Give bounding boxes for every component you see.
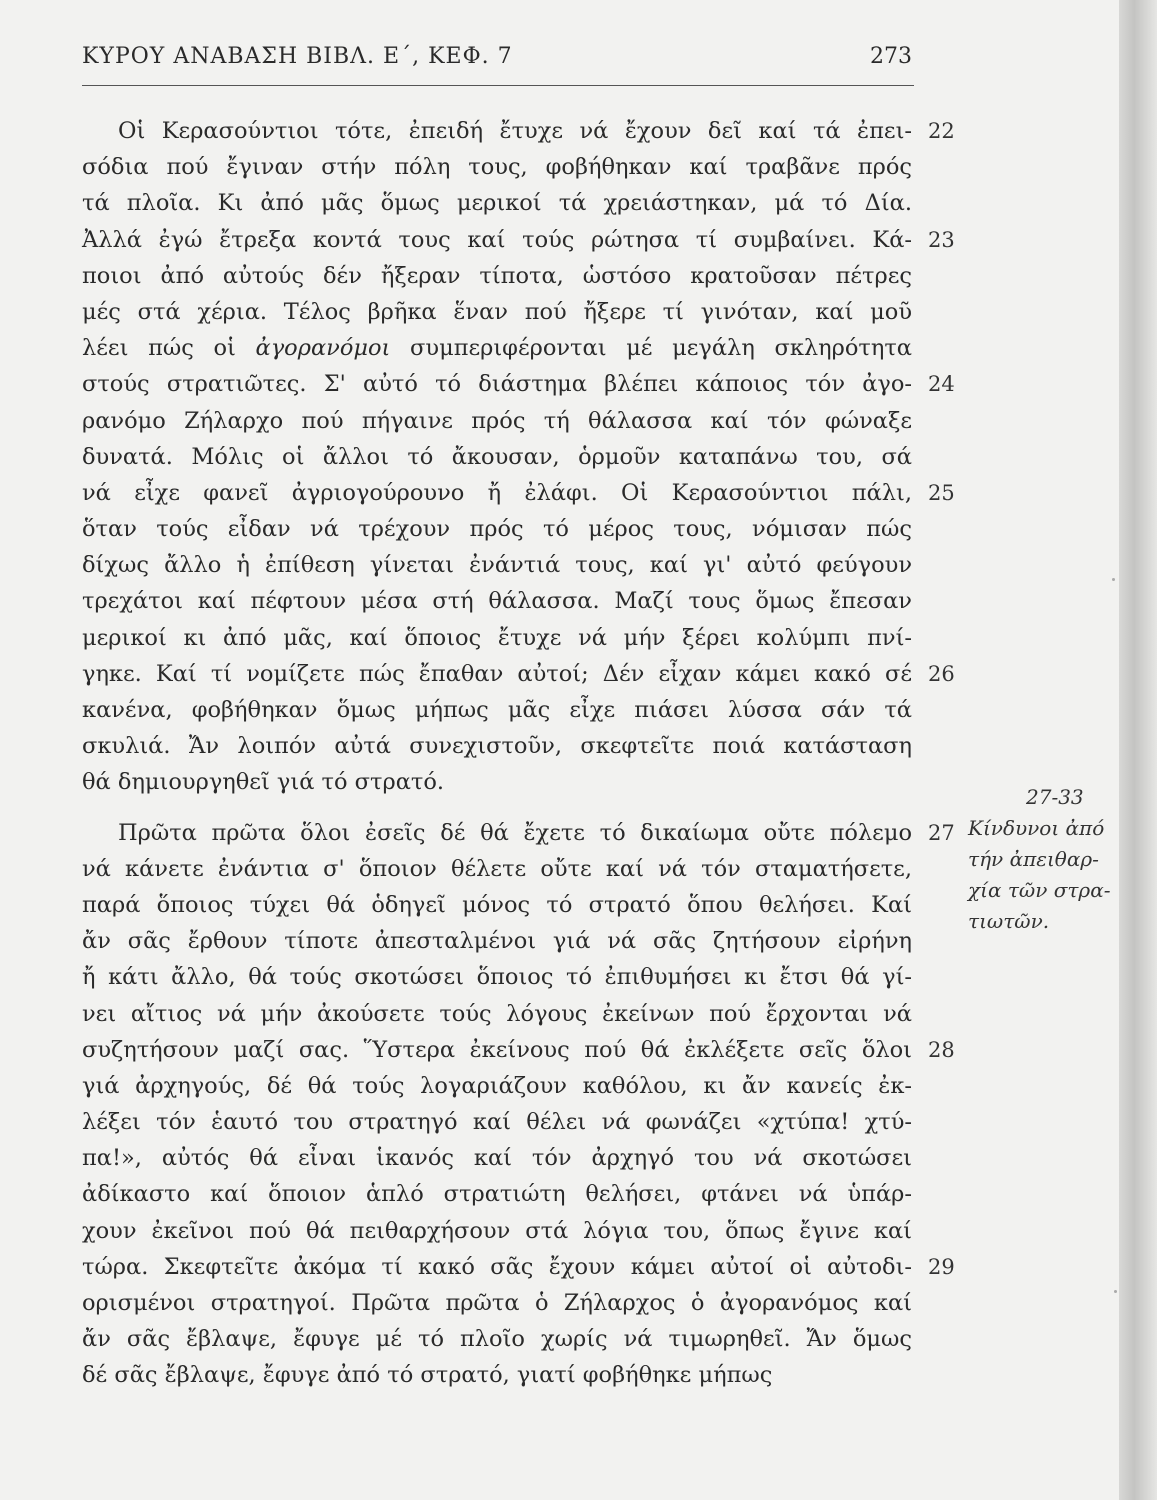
margin-note (968, 782, 1138, 937)
speck (1114, 1290, 1117, 1293)
text-line (82, 728, 912, 764)
text-line-content: δυνατά. Μόλις οἱ ἄλλοι τό ἄκουσαν, ὁρμοῦν καταπάνω του, σά (82, 443, 912, 470)
text-line-content: παρά ὅποιος τύχει θά ὁδηγεῖ μόνος τό στρατό ὅπου θελήσει. Καί (82, 891, 912, 918)
margin-note-line: Κίνδυνοι ἀπό (968, 816, 1105, 840)
text-line (82, 547, 912, 583)
paragraph-2 (82, 815, 955, 1394)
text-line (82, 959, 912, 995)
section-number: 23 (928, 227, 955, 252)
text-line-content: τώρα. Σκεφτεῖτε ἀκόμα τί κακό σᾶς ἔχουν κάμει αὐτοί οἱ αὐτοδι- (82, 1253, 912, 1280)
text-line-content: μές στά χέρια. Τέλος βρῆκα ἕναν πού ἤξερε τί γινόταν, καί μοῦ (82, 298, 912, 325)
text-line (82, 439, 912, 475)
paragraph-1 (82, 113, 955, 801)
page-number: 273 (870, 44, 912, 69)
text-line-content: ρανόμο Ζήλαρχο πού πήγαινε πρός τή θάλασσα καί τόν φώναξε (82, 407, 912, 434)
text-line-content: λέξει τόν ἑαυτό του στρατηγό καί θέλει νά φωνάζει «χτύπα! χτύ- (82, 1109, 912, 1136)
text-line-content: κανένα, φοβήθηκαν ὅμως μήπως μᾶς εἶχε πιάσει λύσσα σάν τά (82, 697, 912, 723)
text-line (82, 764, 912, 800)
text-line-content: τρεχάτοι καί πέφτουν μέσα στή θάλασσα. Μαζί τους ὅμως ἔπεσαν (82, 588, 912, 615)
text-line (82, 1357, 912, 1393)
text-line (82, 185, 912, 221)
text-line (82, 887, 912, 923)
text-line (82, 258, 912, 294)
text-line (82, 1068, 912, 1104)
text-line (82, 1176, 912, 1212)
text-line-content: ὅταν τούς εἶδαν νά τρέχουν πρός τό μέρος τους, νόμισαν πώς (82, 516, 912, 543)
text-line (82, 149, 912, 185)
text-line (82, 475, 955, 511)
margin-note-line: τιωτῶν. (968, 909, 1050, 933)
text-line-content: ἄν σᾶς ἔβλαψε, ἔφυγε μέ τό πλοῖο χωρίς νά τιμωρηθεῖ. Ἄν ὅμως (82, 1326, 912, 1353)
text-line (82, 1032, 955, 1068)
text-line-content: ορισμένοι στρατηγοί. Πρῶτα πρῶτα ὁ Ζήλαρχος ὁ ἀγορανόμος καί (82, 1290, 912, 1316)
text-line (82, 1249, 955, 1285)
section-number: 22 (928, 119, 955, 143)
text-line-content: τά πλοῖα. Κι ἀπό μᾶς ὅμως μερικοί τά χρειάστηκαν, μά τό Δία. (82, 190, 912, 217)
text-line-content: ἀδίκαστο καί ὅποιον ἁπλό στρατιώτη θελήσει, φτάνει νά ὑπάρ- (82, 1181, 912, 1208)
text-line (82, 511, 912, 547)
text-line-content: συζητήσουν μαζί σας. Ὕστερα ἐκείνους πού θά ἐκλέξετε σεῖς ὅλοι (82, 1036, 912, 1063)
text-line-content: γηκε. Καί τί νομίζετε πώς ἔπαθαν αὐτοί; Δέν εἶχαν κάμει κακό σέ (82, 660, 912, 687)
text-line (82, 222, 955, 258)
text-line (82, 366, 955, 402)
text-line-content: δίχως ἄλλο ἡ ἐπίθεση γίνεται ἐνάντιά τους, καί γι' αὐτό φεύγουν (82, 552, 912, 579)
text-line (82, 403, 912, 439)
margin-note-line: χία τῶν στρα- (968, 878, 1111, 902)
text-line-content: λέει πώς οἱ ἀγορανόμοι συμπεριφέρονται μέ μεγάλη σκληρότητα (82, 335, 912, 362)
section-number: 28 (928, 1037, 955, 1062)
text-line (82, 620, 912, 656)
text-line (82, 294, 912, 330)
header-rule (82, 85, 914, 86)
text-line (82, 1213, 912, 1249)
text-line (82, 583, 912, 619)
header-title: ΚΥΡΟΥ ΑΝΑΒΑΣΗ ΒΙΒΛ. Ε΄, ΚΕΦ. 7 (82, 44, 513, 69)
text-line-content: ποιοι ἀπό αὐτούς δέν ἤξεραν τίποτα, ὡστόσο κρατοῦσαν πέτρες (82, 262, 912, 289)
text-line (82, 692, 912, 728)
body-text (82, 113, 955, 1394)
text-line (82, 1321, 912, 1357)
section-number: 25 (928, 480, 955, 505)
text-line-content: μερικοί κι ἀπό μᾶς, καί ὅποιος ἔτυχε νά μήν ξέρει κολύμπι πνί- (82, 624, 912, 651)
text-line-content: νει αἴτιος νά μήν ἀκούσετε τούς λόγους ἐκείνων πού ἔρχονται νά (82, 1000, 912, 1027)
text-line-content: θά δημιουργηθεῖ γιά τό στρατό. (82, 769, 445, 796)
text-line (82, 923, 912, 959)
text-line-content: σκυλιά. Ἄν λοιπόν αὐτά συνεχιστοῦν, σκεφτεῖτε ποιά κατάσταση (82, 733, 912, 760)
text-line-content: σόδια πού ἔγιναν στήν πόλη τους, φοβήθηκαν καί τραβᾶνε πρός (82, 154, 912, 181)
text-line (82, 1285, 912, 1321)
margin-note-line: τήν ἀπειθαρ- (968, 847, 1099, 871)
text-line-content: δέ σᾶς ἔβλαψε, ἔφυγε ἀπό τό στρατό, γιατί φοβήθηκε μήπως (82, 1362, 773, 1389)
text-line-content: νά κάνετε ἐνάντια σ' ὅποιον θέλετε οὔτε καί νά τόν σταματήσετε, (82, 855, 912, 882)
text-line (82, 1140, 912, 1176)
text-line-content: στούς στρατιῶτες. Σ' αὐτό τό διάστημα βλέπει κάποιος τόν ἀγο- (82, 371, 912, 398)
text-line-content: γιά ἀρχηγούς, δέ θά τούς λογαριάζουν καθόλου, κι ἄν κανείς ἐκ- (82, 1072, 912, 1099)
text-line-content: νά εἶχε φανεῖ ἀγριογούρουνο ἤ ἐλάφι. Οἱ Κερασούντιοι πάλι, (82, 479, 912, 506)
text-line-content: χουν ἐκεῖνοι πού θά πειθαρχήσουν στά λόγια του, ὅπως ἔγινε καί (82, 1217, 912, 1244)
text-line-content: ἄν σᾶς ἔρθουν τίποτε ἀπεσταλμένοι γιά νά σᾶς ζητήσουν εἰρήνη (82, 928, 912, 955)
text-line (82, 851, 912, 887)
text-line-content: Οἱ Κερασούντιοι τότε, ἐπειδή ἔτυχε νά ἔχουν δεῖ καί τά ἐπει- (118, 118, 912, 144)
margin-note-range: 27-33 (1026, 785, 1084, 809)
emphasis: ἀγορανόμοι (255, 335, 391, 362)
running-header (82, 44, 912, 84)
page-edge (1119, 0, 1157, 1500)
section-number: 24 (928, 372, 955, 397)
text-line-content: Πρῶτα πρῶτα ὅλοι ἐσεῖς δέ θά ἔχετε τό δικαίωμα οὔτε πόλεμο (118, 819, 912, 846)
section-number: 29 (928, 1254, 955, 1279)
text-line (82, 656, 955, 692)
text-line-content: Ἀλλά ἐγώ ἔτρεξα κοντά τους καί τούς ρώτησα τί συμβαίνει. Κά- (82, 226, 912, 253)
text-line (82, 113, 955, 149)
text-line (82, 815, 955, 851)
text-line (82, 330, 912, 366)
text-line-content: ἤ κάτι ἄλλο, θά τούς σκοτώσει ὅποιος τό ἐπιθυμήσει κι ἔτσι θά γί- (82, 964, 912, 991)
text-line (82, 1104, 912, 1140)
section-number: 27 (928, 820, 955, 845)
text-line-content: πα!», αὐτός θά εἶναι ἱκανός καί τόν ἀρχηγό του νά σκοτώσει (82, 1145, 912, 1172)
speck (1112, 578, 1115, 581)
text-line (82, 996, 912, 1032)
section-number: 26 (928, 661, 955, 686)
